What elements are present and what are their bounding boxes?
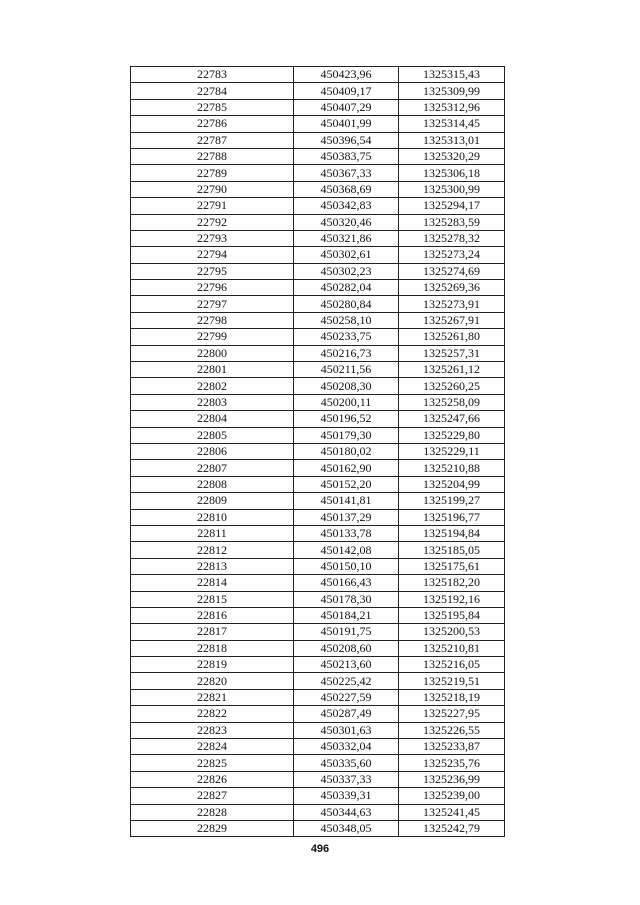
table-row	[131, 689, 505, 705]
y-coordinate-cell: 1325210,81	[399, 640, 505, 656]
point-number-cell: 22822	[131, 706, 294, 722]
y-coordinate-cell: 1325235,76	[399, 755, 505, 771]
table-row	[131, 607, 505, 623]
y-coordinate-cell: 1325200,53	[399, 624, 505, 640]
point-number-cell: 22794	[131, 247, 294, 263]
point-number-cell: 22783	[131, 67, 294, 83]
y-coordinate-cell: 1325257,31	[399, 345, 505, 361]
x-coordinate-cell: 450348,05	[294, 820, 399, 836]
x-coordinate-cell: 450225,42	[294, 673, 399, 689]
x-coordinate-cell: 450213,60	[294, 657, 399, 673]
x-coordinate-cell: 450342,83	[294, 198, 399, 214]
table-row	[131, 558, 505, 574]
table-row	[131, 394, 505, 410]
table-row	[131, 378, 505, 394]
x-coordinate-cell: 450208,30	[294, 378, 399, 394]
y-coordinate-cell: 1325182,20	[399, 575, 505, 591]
x-coordinate-cell: 450200,11	[294, 394, 399, 410]
point-number-cell: 22817	[131, 624, 294, 640]
point-number-cell: 22805	[131, 427, 294, 443]
table-row	[131, 132, 505, 148]
table-row	[131, 525, 505, 541]
table-row	[131, 67, 505, 83]
table-row	[131, 181, 505, 197]
x-coordinate-cell: 450216,73	[294, 345, 399, 361]
table-row	[131, 509, 505, 525]
y-coordinate-cell: 1325233,87	[399, 739, 505, 755]
table-row	[131, 591, 505, 607]
x-coordinate-cell: 450409,17	[294, 83, 399, 99]
table-row	[131, 771, 505, 787]
table-row	[131, 280, 505, 296]
table-row	[131, 263, 505, 279]
table-row	[131, 493, 505, 509]
point-number-cell: 22825	[131, 755, 294, 771]
y-coordinate-cell: 1325199,27	[399, 493, 505, 509]
y-coordinate-cell: 1325227,95	[399, 706, 505, 722]
point-number-cell: 22788	[131, 148, 294, 164]
point-number-cell: 22798	[131, 312, 294, 328]
point-number-cell: 22823	[131, 722, 294, 738]
y-coordinate-cell: 1325313,01	[399, 132, 505, 148]
point-number-cell: 22799	[131, 329, 294, 345]
x-coordinate-cell: 450302,23	[294, 263, 399, 279]
table-row	[131, 411, 505, 427]
x-coordinate-cell: 450208,60	[294, 640, 399, 656]
x-coordinate-cell: 450407,29	[294, 99, 399, 115]
y-coordinate-cell: 1325261,12	[399, 362, 505, 378]
x-coordinate-cell: 450133,78	[294, 525, 399, 541]
y-coordinate-cell: 1325210,88	[399, 460, 505, 476]
table-row	[131, 312, 505, 328]
x-coordinate-cell: 450166,43	[294, 575, 399, 591]
table-row	[131, 624, 505, 640]
x-coordinate-cell: 450383,75	[294, 148, 399, 164]
y-coordinate-cell: 1325274,69	[399, 263, 505, 279]
table-row	[131, 148, 505, 164]
y-coordinate-cell: 1325261,80	[399, 329, 505, 345]
x-coordinate-cell: 450302,61	[294, 247, 399, 263]
x-coordinate-cell: 450191,75	[294, 624, 399, 640]
x-coordinate-cell: 450401,99	[294, 116, 399, 132]
x-coordinate-cell: 450196,52	[294, 411, 399, 427]
table-row	[131, 362, 505, 378]
x-coordinate-cell: 450337,33	[294, 771, 399, 787]
x-coordinate-cell: 450287,49	[294, 706, 399, 722]
table-row	[131, 296, 505, 312]
table-row	[131, 99, 505, 115]
point-number-cell: 22821	[131, 689, 294, 705]
x-coordinate-cell: 450332,04	[294, 739, 399, 755]
y-coordinate-cell: 1325294,17	[399, 198, 505, 214]
table-row	[131, 116, 505, 132]
x-coordinate-cell: 450233,75	[294, 329, 399, 345]
point-number-cell: 22824	[131, 739, 294, 755]
y-coordinate-cell: 1325306,18	[399, 165, 505, 181]
table-row	[131, 198, 505, 214]
x-coordinate-cell: 450339,31	[294, 788, 399, 804]
x-coordinate-cell: 450152,20	[294, 476, 399, 492]
y-coordinate-cell: 1325219,51	[399, 673, 505, 689]
point-number-cell: 22809	[131, 493, 294, 509]
point-number-cell: 22806	[131, 443, 294, 459]
table-row	[131, 247, 505, 263]
table-row	[131, 575, 505, 591]
point-number-cell: 22812	[131, 542, 294, 558]
x-coordinate-cell: 450396,54	[294, 132, 399, 148]
x-coordinate-cell: 450150,10	[294, 558, 399, 574]
table-row	[131, 706, 505, 722]
x-coordinate-cell: 450180,02	[294, 443, 399, 459]
point-number-cell: 22816	[131, 607, 294, 623]
x-coordinate-cell: 450179,30	[294, 427, 399, 443]
point-number-cell: 22789	[131, 165, 294, 181]
point-number-cell: 22792	[131, 214, 294, 230]
table-row	[131, 476, 505, 492]
point-number-cell: 22803	[131, 394, 294, 410]
x-coordinate-cell: 450178,30	[294, 591, 399, 607]
x-coordinate-cell: 450320,46	[294, 214, 399, 230]
point-number-cell: 22813	[131, 558, 294, 574]
x-coordinate-cell: 450184,21	[294, 607, 399, 623]
y-coordinate-cell: 1325192,16	[399, 591, 505, 607]
y-coordinate-cell: 1325241,45	[399, 804, 505, 820]
y-coordinate-cell: 1325314,45	[399, 116, 505, 132]
y-coordinate-cell: 1325175,61	[399, 558, 505, 574]
coordinates-table-body	[131, 67, 505, 837]
y-coordinate-cell: 1325273,24	[399, 247, 505, 263]
y-coordinate-cell: 1325194,84	[399, 525, 505, 541]
point-number-cell: 22802	[131, 378, 294, 394]
x-coordinate-cell: 450344,63	[294, 804, 399, 820]
point-number-cell: 22814	[131, 575, 294, 591]
x-coordinate-cell: 450227,59	[294, 689, 399, 705]
y-coordinate-cell: 1325236,99	[399, 771, 505, 787]
x-coordinate-cell: 450301,63	[294, 722, 399, 738]
point-number-cell: 22818	[131, 640, 294, 656]
y-coordinate-cell: 1325247,66	[399, 411, 505, 427]
y-coordinate-cell: 1325260,25	[399, 378, 505, 394]
y-coordinate-cell: 1325300,99	[399, 181, 505, 197]
point-number-cell: 22793	[131, 230, 294, 246]
table-row	[131, 165, 505, 181]
coordinates-table	[130, 66, 505, 837]
table-row	[131, 722, 505, 738]
y-coordinate-cell: 1325218,19	[399, 689, 505, 705]
table-row	[131, 788, 505, 804]
y-coordinate-cell: 1325204,99	[399, 476, 505, 492]
table-row	[131, 804, 505, 820]
table-row	[131, 443, 505, 459]
y-coordinate-cell: 1325269,36	[399, 280, 505, 296]
table-row	[131, 755, 505, 771]
table-row	[131, 739, 505, 755]
point-number-cell: 22787	[131, 132, 294, 148]
point-number-cell: 22797	[131, 296, 294, 312]
y-coordinate-cell: 1325226,55	[399, 722, 505, 738]
y-coordinate-cell: 1325267,91	[399, 312, 505, 328]
point-number-cell: 22807	[131, 460, 294, 476]
y-coordinate-cell: 1325185,05	[399, 542, 505, 558]
x-coordinate-cell: 450423,96	[294, 67, 399, 83]
point-number-cell: 22820	[131, 673, 294, 689]
point-number-cell: 22801	[131, 362, 294, 378]
point-number-cell: 22828	[131, 804, 294, 820]
table-row	[131, 673, 505, 689]
table-row	[131, 214, 505, 230]
point-number-cell: 22795	[131, 263, 294, 279]
y-coordinate-cell: 1325242,79	[399, 820, 505, 836]
table-row	[131, 83, 505, 99]
x-coordinate-cell: 450162,90	[294, 460, 399, 476]
point-number-cell: 22791	[131, 198, 294, 214]
table-row	[131, 427, 505, 443]
point-number-cell: 22826	[131, 771, 294, 787]
x-coordinate-cell: 450141,81	[294, 493, 399, 509]
y-coordinate-cell: 1325312,96	[399, 99, 505, 115]
x-coordinate-cell: 450142,08	[294, 542, 399, 558]
y-coordinate-cell: 1325315,43	[399, 67, 505, 83]
point-number-cell: 22810	[131, 509, 294, 525]
point-number-cell: 22784	[131, 83, 294, 99]
x-coordinate-cell: 450211,56	[294, 362, 399, 378]
table-row	[131, 230, 505, 246]
table-row	[131, 640, 505, 656]
y-coordinate-cell: 1325278,32	[399, 230, 505, 246]
y-coordinate-cell: 1325239,00	[399, 788, 505, 804]
y-coordinate-cell: 1325273,91	[399, 296, 505, 312]
y-coordinate-cell: 1325229,11	[399, 443, 505, 459]
x-coordinate-cell: 450367,33	[294, 165, 399, 181]
x-coordinate-cell: 450258,10	[294, 312, 399, 328]
point-number-cell: 22800	[131, 345, 294, 361]
x-coordinate-cell: 450321,86	[294, 230, 399, 246]
point-number-cell: 22804	[131, 411, 294, 427]
y-coordinate-cell: 1325283,59	[399, 214, 505, 230]
table-row	[131, 345, 505, 361]
point-number-cell: 22815	[131, 591, 294, 607]
x-coordinate-cell: 450282,04	[294, 280, 399, 296]
x-coordinate-cell: 450137,29	[294, 509, 399, 525]
table-row	[131, 329, 505, 345]
x-coordinate-cell: 450368,69	[294, 181, 399, 197]
y-coordinate-cell: 1325195,84	[399, 607, 505, 623]
page-number: 496	[310, 843, 330, 855]
y-coordinate-cell: 1325309,99	[399, 83, 505, 99]
point-number-cell: 22829	[131, 820, 294, 836]
table-row	[131, 820, 505, 836]
y-coordinate-cell: 1325229,80	[399, 427, 505, 443]
table-row	[131, 460, 505, 476]
x-coordinate-cell: 450335,60	[294, 755, 399, 771]
y-coordinate-cell: 1325320,29	[399, 148, 505, 164]
y-coordinate-cell: 1325258,09	[399, 394, 505, 410]
point-number-cell: 22790	[131, 181, 294, 197]
y-coordinate-cell: 1325216,05	[399, 657, 505, 673]
table-row	[131, 542, 505, 558]
x-coordinate-cell: 450280,84	[294, 296, 399, 312]
table-row	[131, 657, 505, 673]
point-number-cell: 22796	[131, 280, 294, 296]
y-coordinate-cell: 1325196,77	[399, 509, 505, 525]
point-number-cell: 22827	[131, 788, 294, 804]
point-number-cell: 22819	[131, 657, 294, 673]
point-number-cell: 22785	[131, 99, 294, 115]
point-number-cell: 22808	[131, 476, 294, 492]
point-number-cell: 22811	[131, 525, 294, 541]
point-number-cell: 22786	[131, 116, 294, 132]
